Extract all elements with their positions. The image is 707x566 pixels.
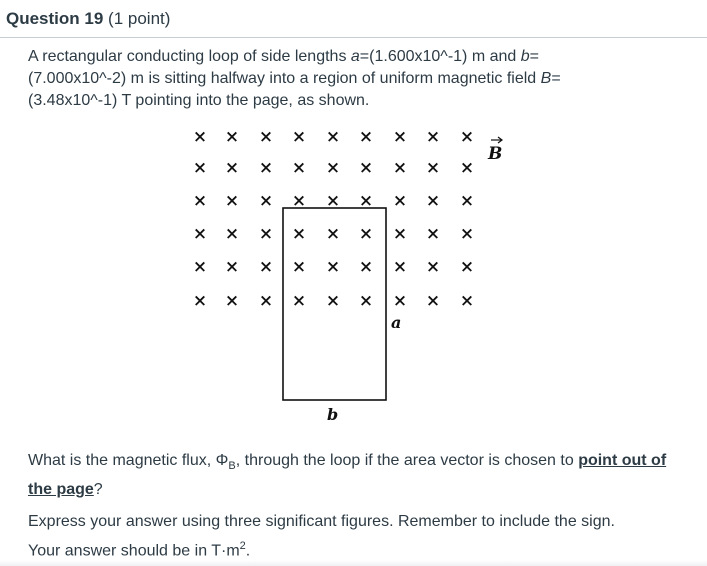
field-into-page-icon: × <box>425 224 441 244</box>
prompt-text: What is the magnetic flux, Φ <box>28 452 229 469</box>
field-into-page-icon: × <box>459 191 475 211</box>
side-label-a: a <box>391 313 402 332</box>
field-into-page-icon: × <box>425 257 441 277</box>
instruction-line: Express your answer using three significant figures. Remember to include the sign. <box>28 513 615 530</box>
field-into-page-icon: × <box>325 191 341 211</box>
units-period: . <box>245 542 251 560</box>
field-into-page-icon: × <box>224 257 240 277</box>
field-into-page-icon: × <box>358 191 374 211</box>
field-into-page-icon: × <box>192 191 208 211</box>
prompt-text: , through the loop if the area vector is chosen to <box>235 452 579 469</box>
field-into-page-icon: × <box>459 224 475 244</box>
instruction-line-units <box>28 534 688 563</box>
field-into-page-icon: × <box>291 224 307 244</box>
question-title <box>6 9 170 29</box>
field-into-page-icon: × <box>291 158 307 178</box>
field-into-page-icon: × <box>325 291 341 311</box>
field-into-page-icon: × <box>425 191 441 211</box>
field-into-page-icon: × <box>192 158 208 178</box>
field-into-page-icon: × <box>392 257 408 277</box>
var-b: b <box>520 48 530 65</box>
side-label-b: b <box>327 405 339 424</box>
units-text: Your answer should be in T·m <box>28 542 240 560</box>
field-into-page-icon: × <box>425 291 441 311</box>
field-into-page-icon: × <box>425 158 441 178</box>
problem-text: =(1.600x10^-1) m and <box>359 48 521 65</box>
field-into-page-icon: × <box>258 127 274 147</box>
bottom-divider <box>0 560 707 566</box>
field-into-page-icon: × <box>258 224 274 244</box>
field-into-page-icon: × <box>358 257 374 277</box>
field-into-page-icon: × <box>224 158 240 178</box>
question-points: (1 point) <box>108 9 171 28</box>
var-B: B <box>540 70 552 87</box>
field-into-page-icon: × <box>392 224 408 244</box>
field-into-page-icon: × <box>358 291 374 311</box>
field-into-page-icon: × <box>192 224 208 244</box>
field-into-page-icon: × <box>192 291 208 311</box>
question-header <box>0 0 707 38</box>
problem-text: (3.48x10^-1) T pointing into the page, as shown. <box>28 92 370 109</box>
field-into-page-icon: × <box>392 291 408 311</box>
field-into-page-icon: × <box>258 158 274 178</box>
field-into-page-icon: × <box>224 191 240 211</box>
problem-text: (7.000x10^-2) m is sitting halfway into a region of uniform magnetic field <box>28 70 541 87</box>
emphasis-text: point out of the page <box>28 452 667 499</box>
field-into-page-icon: × <box>325 127 341 147</box>
field-into-page-icon: × <box>358 224 374 244</box>
field-into-page-icon: × <box>392 158 408 178</box>
prompt-subscript: B <box>228 460 236 473</box>
units-exponent: 2 <box>239 540 246 552</box>
field-into-page-icon: × <box>325 158 341 178</box>
problem-text: = <box>529 48 539 65</box>
field-into-page-icon: × <box>258 257 274 277</box>
field-into-page-icon: × <box>459 158 475 178</box>
problem-statement <box>28 46 668 112</box>
prompt-text: ? <box>93 481 103 499</box>
field-into-page-icon: × <box>459 127 475 147</box>
field-into-page-icon: × <box>358 127 374 147</box>
field-into-page-icon: × <box>392 127 408 147</box>
problem-text: = <box>551 70 561 87</box>
field-into-page-icon: × <box>325 257 341 277</box>
field-into-page-icon: × <box>192 127 208 147</box>
field-into-page-icon: × <box>392 191 408 211</box>
field-into-page-icon: × <box>192 257 208 277</box>
field-into-page-icon: × <box>258 291 274 311</box>
field-label: B <box>488 144 503 164</box>
question-number: Question 19 <box>6 9 104 28</box>
field-into-page-icon: × <box>425 127 441 147</box>
field-into-page-icon: × <box>291 127 307 147</box>
field-into-page-icon: × <box>224 127 240 147</box>
field-into-page-icon: × <box>291 191 307 211</box>
field-diagram <box>180 118 520 428</box>
flux-question <box>28 449 678 501</box>
field-into-page-icon: × <box>258 191 274 211</box>
field-into-page-icon: × <box>291 257 307 277</box>
field-into-page-icon: × <box>291 291 307 311</box>
field-into-page-icon: × <box>358 158 374 178</box>
field-into-page-icon: × <box>224 291 240 311</box>
problem-text: A rectangular conducting loop of side lengths <box>28 48 351 65</box>
field-into-page-icon: × <box>224 224 240 244</box>
field-into-page-icon: × <box>459 291 475 311</box>
magnetic-field-figure <box>180 118 520 428</box>
answer-instructions <box>28 510 688 563</box>
field-into-page-icon: × <box>459 257 475 277</box>
field-into-page-icon: × <box>325 224 341 244</box>
var-a: a <box>350 48 360 65</box>
